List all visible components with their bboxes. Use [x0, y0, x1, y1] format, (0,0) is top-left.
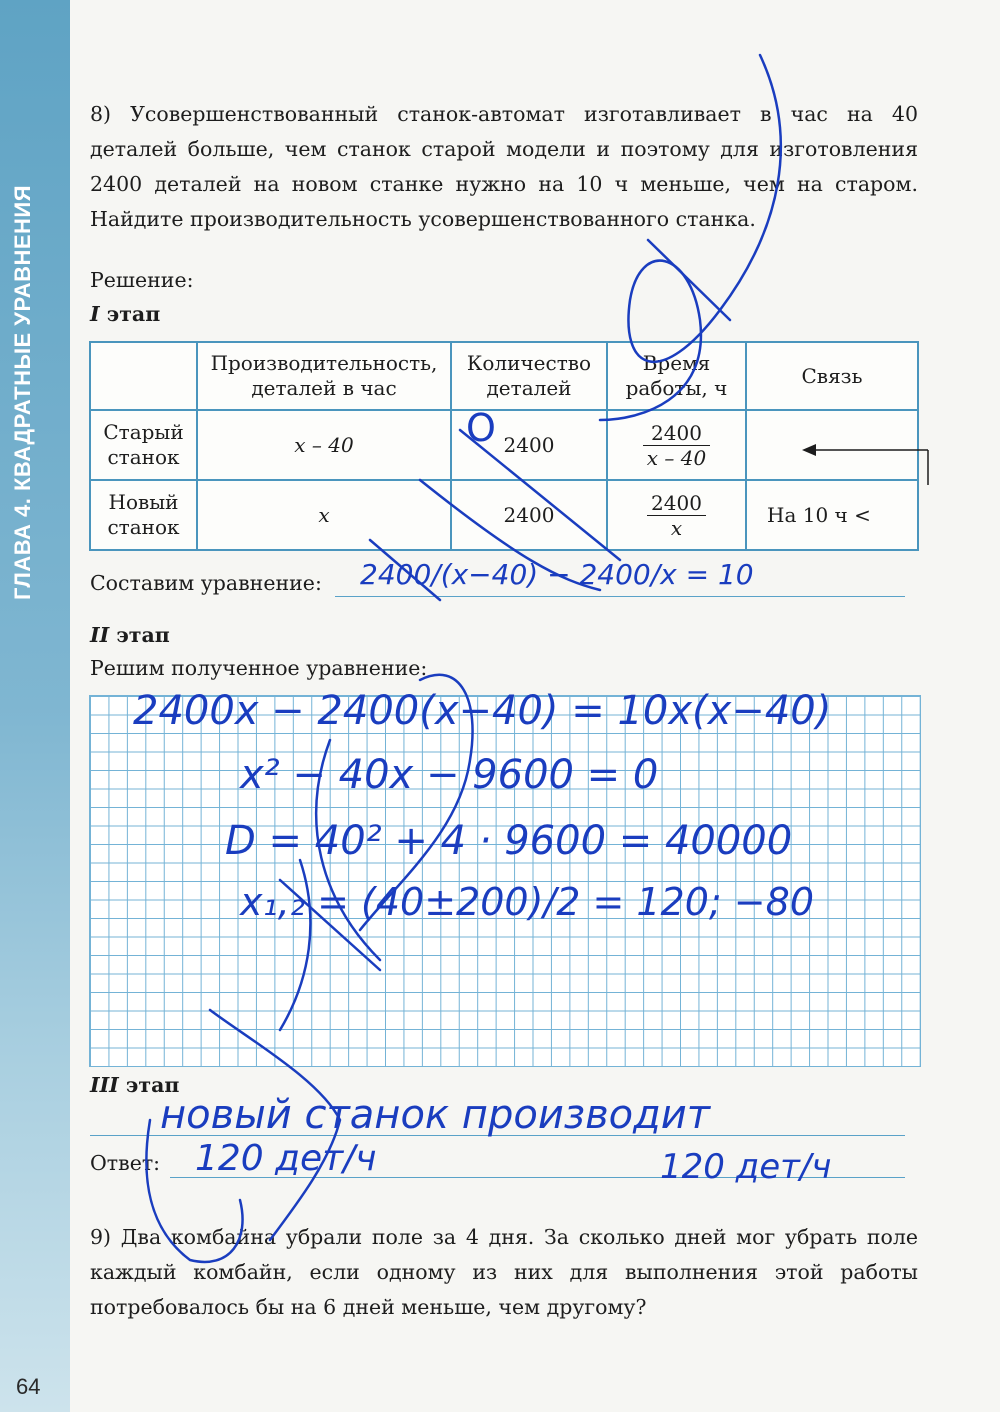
relation-arrow-icon: [802, 441, 932, 485]
stage-2-heading: [90, 623, 170, 647]
row-old-time: [607, 410, 746, 480]
row-new-name: Новый станок: [90, 480, 197, 550]
chapter-title: ГЛАВА 4. КВАДРАТНЫЕ УРАВНЕНИЯ: [10, 184, 35, 600]
table-row-new: [90, 480, 918, 550]
row-new-rate: x: [197, 480, 451, 550]
problem-8-text: 8) Усовершенствованный станок-автомат изготавливает в час на 40 деталей больше, чем станок старой модели и поэтому для изготовления 2400 деталей на новом станке нужно на 10 ч меньше, чем на старом. Найдите производительность усовершенствованного станка.: [90, 102, 918, 231]
header-rate: Производительность, деталей в час: [197, 342, 451, 410]
problem-9-text: 9) Два комбайна убрали поле за 4 дня. За сколько дней мог убрать поле каждый комбайн, если одному из них для выполнения этой работы потребовалось бы на 6 дней меньше, чем другому?: [90, 1225, 918, 1319]
table-row-old: [90, 410, 918, 480]
stage-1-word: этап: [106, 302, 161, 326]
equation-answer-line: [335, 596, 905, 597]
scribble-stroke: [648, 240, 730, 320]
row-new-time-numerator: 2400: [647, 491, 706, 516]
stage-2-number: II: [90, 623, 110, 647]
handwritten-equation: 2400/(x−40) − 2400/x = 10: [360, 558, 754, 591]
row-old-time-fraction: [643, 421, 710, 470]
data-table: [89, 341, 919, 551]
header-link: Связь: [746, 342, 918, 410]
handwritten-table-mark: O: [466, 406, 496, 450]
stage-1-number: I: [90, 302, 100, 326]
handwritten-line-2: x² − 40x − 9600 = 0: [240, 752, 659, 798]
header-quantity: Количество деталей: [451, 342, 607, 410]
equation-label: Составим уравнение:: [90, 571, 322, 595]
row-old-link: [746, 410, 918, 480]
chapter-sidebar: [0, 0, 70, 1412]
row-new-time: [607, 480, 746, 550]
row-new-time-fraction: [647, 491, 706, 540]
row-old-time-denominator: x – 40: [646, 445, 707, 470]
handwritten-stage-3: новый станок производит: [160, 1092, 711, 1138]
answer-label: Ответ:: [90, 1151, 161, 1175]
page-number: 64: [16, 1374, 41, 1399]
header-cell-empty: [90, 342, 197, 410]
row-old-time-numerator: 2400: [643, 421, 710, 446]
row-old-name: Старый станок: [90, 410, 197, 480]
row-new-link: На 10 ч <: [746, 480, 918, 550]
stage-1-heading: [90, 302, 160, 326]
handwritten-line-1: 2400x − 2400(x−40) = 10x(x−40): [133, 688, 832, 734]
row-new-time-denominator: x: [670, 515, 683, 540]
header-time: Время работы, ч: [607, 342, 746, 410]
row-old-quantity: 2400: [451, 410, 607, 480]
stage-3-number: III: [90, 1073, 119, 1097]
solve-label: Решим полученное уравнение:: [90, 656, 428, 680]
handwritten-answer-margin: 120 дет/ч: [660, 1147, 832, 1187]
solution-label: Решение:: [90, 268, 194, 292]
row-old-rate: x – 40: [197, 410, 451, 480]
handwritten-answer: 120 дет/ч: [195, 1138, 377, 1179]
stage-3-word: этап: [125, 1073, 180, 1097]
stage-2-word: этап: [116, 623, 170, 647]
handwritten-line-3: D = 40² + 4 · 9600 = 40000: [225, 818, 793, 864]
table-header-row: [90, 342, 918, 410]
handwritten-line-4: x₁,₂ = (40±200)/2 = 120; −80: [240, 880, 814, 924]
row-new-quantity: 2400: [451, 480, 607, 550]
